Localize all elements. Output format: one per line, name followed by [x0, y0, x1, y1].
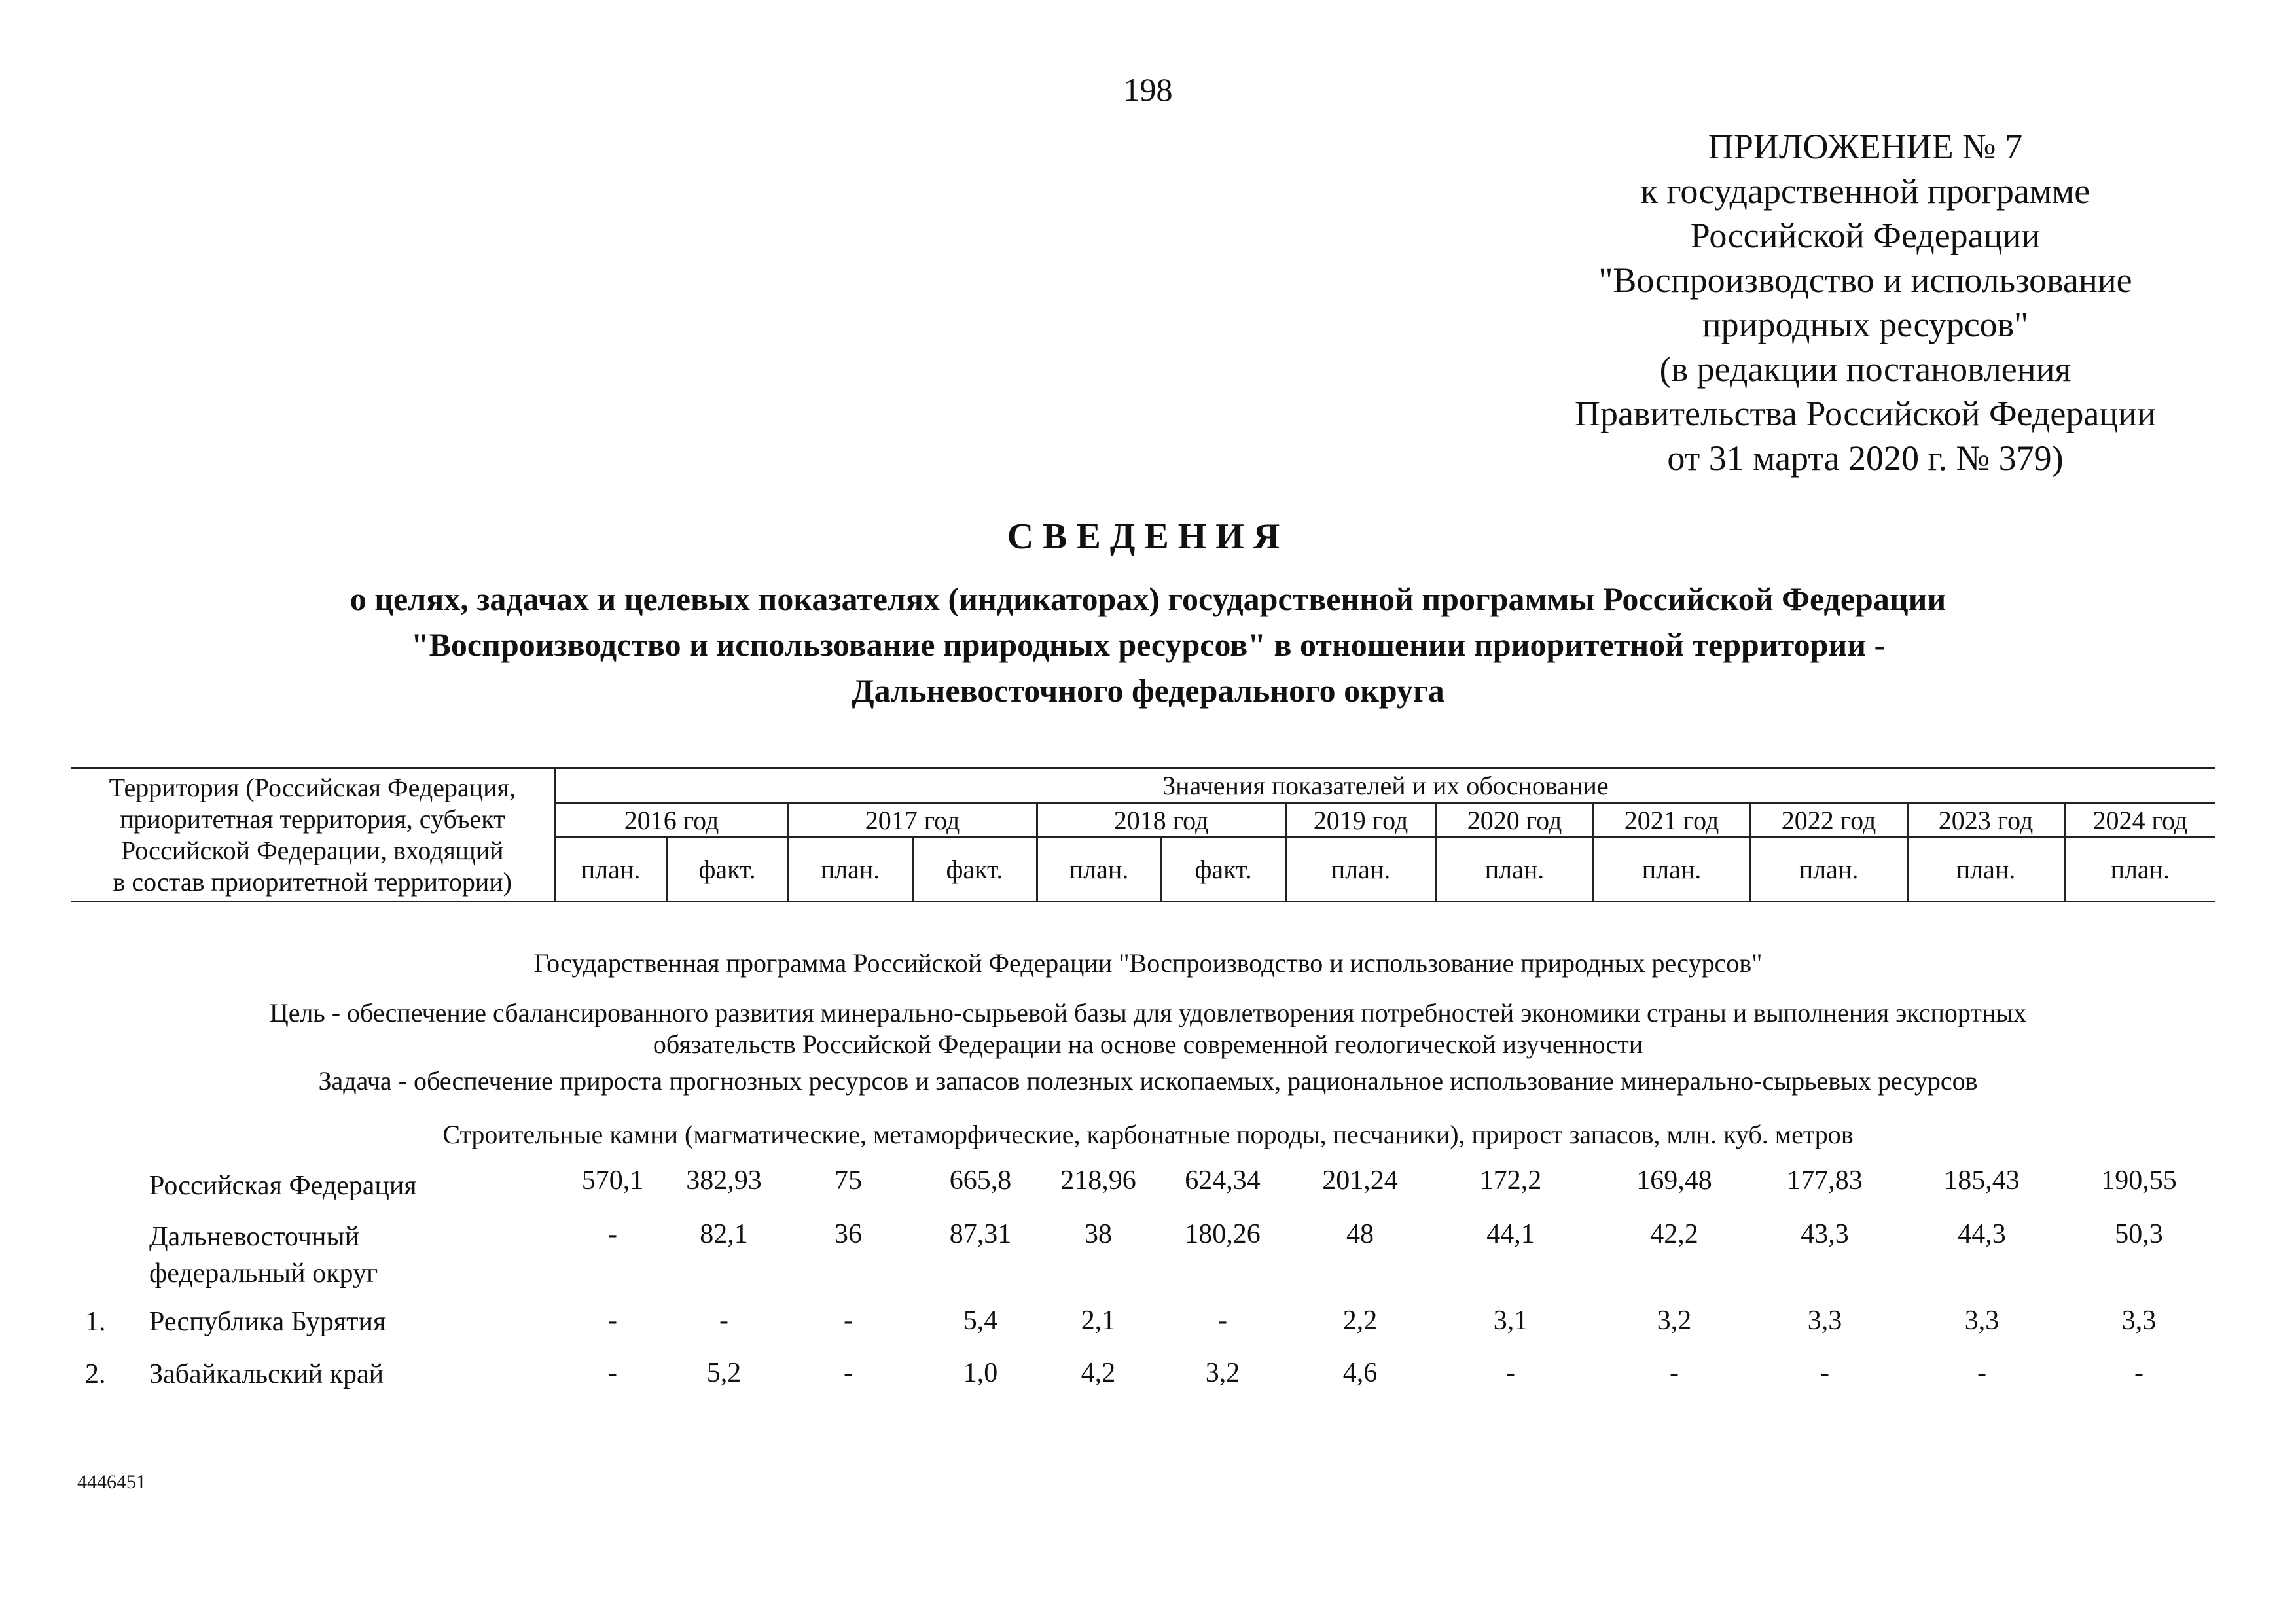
- value-cell: 36: [834, 1219, 862, 1249]
- indicator-line: Строительные камни (магматические, метаморфические, карбонатные породы, песчаники), прирост запасов, млн. куб. метров: [442, 1120, 1854, 1149]
- year-header: 2016 год: [555, 803, 788, 838]
- indicator-table-header: [71, 767, 2215, 902]
- plan-header: план.: [1285, 838, 1436, 902]
- territory-header-line: в состав приоритетной территории): [113, 866, 512, 897]
- annex-line: (в редакции постановления: [1659, 349, 2072, 389]
- value-cell: 3,3: [1964, 1306, 2000, 1336]
- value-cell: 201,24: [1322, 1166, 1398, 1196]
- value-cell: 44,1: [1486, 1219, 1535, 1249]
- goal-line: обязательств Российской Федерации на основе современной геологической изученности: [653, 1029, 1643, 1059]
- fact-header: факт.: [1161, 838, 1285, 902]
- year-header: 2020 год: [1436, 803, 1593, 838]
- value-cell: 44,3: [1958, 1219, 2006, 1249]
- value-cell: -: [608, 1306, 617, 1336]
- value-cell: -: [719, 1306, 728, 1336]
- value-cell: 172,2: [1479, 1166, 1542, 1196]
- value-cell: 3,3: [2121, 1306, 2157, 1336]
- fact-header: факт.: [666, 838, 788, 902]
- plan-header: план.: [2064, 838, 2215, 902]
- annex-line: от 31 марта 2020 г. № 379): [1667, 438, 2064, 478]
- annex-line: Правительства Российской Федерации: [1575, 394, 2156, 433]
- year-header: 2017 год: [788, 803, 1037, 838]
- territory-header-line: приоритетная территория, субъект: [119, 804, 505, 834]
- annex-block: [1479, 124, 2251, 480]
- value-cell: -: [1218, 1306, 1227, 1336]
- value-cell: -: [1820, 1358, 1829, 1388]
- value-cell: 624,34: [1185, 1166, 1261, 1196]
- value-cell: 38: [1085, 1219, 1112, 1249]
- value-cell: 5,4: [963, 1306, 998, 1336]
- document-code: 4446451: [77, 1471, 146, 1493]
- plan-header: план.: [555, 838, 666, 902]
- document-title: СВЕДЕНИЯ: [1007, 516, 1289, 557]
- value-cell: 570,1: [581, 1166, 644, 1196]
- plan-header: план.: [1907, 838, 2064, 902]
- value-cell: -: [1506, 1358, 1515, 1388]
- row-label-line: Республика Бурятия: [149, 1307, 386, 1337]
- value-cell: -: [2134, 1358, 2144, 1388]
- year-header: 2018 год: [1037, 803, 1285, 838]
- value-cell: 665,8: [949, 1166, 1012, 1196]
- value-cell: 218,96: [1060, 1166, 1136, 1196]
- value-cell: 185,43: [1944, 1166, 2020, 1196]
- row-label-line: Дальневосточный: [149, 1222, 360, 1252]
- value-cell: 3,1: [1493, 1306, 1528, 1336]
- value-cell: 48: [1346, 1219, 1374, 1249]
- value-cell: -: [844, 1306, 853, 1336]
- value-cell: 1,0: [963, 1358, 998, 1388]
- fact-header: факт.: [912, 838, 1037, 902]
- value-cell: 169,48: [1636, 1166, 1712, 1196]
- value-cell: 177,83: [1787, 1166, 1863, 1196]
- territory-header: [71, 768, 555, 902]
- row-label-line: федеральный округ: [149, 1258, 378, 1289]
- value-cell: 2,2: [1342, 1306, 1378, 1336]
- goal-block: [65, 997, 2231, 1060]
- plan-header: план.: [1037, 838, 1161, 902]
- value-cell: 3,3: [1807, 1306, 1842, 1336]
- value-cell: 190,55: [2101, 1166, 2177, 1196]
- territory-header-line: Российской Федерации, входящий: [120, 835, 504, 865]
- plan-header: план.: [1750, 838, 1907, 902]
- annex-line: "Воспроизводство и использование: [1598, 260, 2132, 300]
- value-cell: 2,1: [1081, 1306, 1116, 1336]
- row-number: 1.: [85, 1307, 106, 1337]
- subtitle-line: "Воспроизводство и использование природных ресурсов" в отношении приоритетной территории -: [410, 626, 1886, 663]
- annex-line: ПРИЛОЖЕНИЕ № 7: [1708, 127, 2023, 166]
- year-header: 2024 год: [2064, 803, 2215, 838]
- values-header: Значения показателей и их обоснование: [555, 768, 2215, 803]
- year-header: 2023 год: [1907, 803, 2064, 838]
- value-cell: 4,6: [1342, 1358, 1378, 1388]
- value-cell: 87,31: [949, 1219, 1012, 1249]
- program-line: Государственная программа Российской Федерации "Воспроизводство и использование природных ресурсов": [533, 948, 1763, 978]
- year-header: 2019 год: [1285, 803, 1436, 838]
- value-cell: 82,1: [700, 1219, 748, 1249]
- row-label: [149, 1219, 378, 1292]
- value-cell: 382,93: [686, 1166, 762, 1196]
- year-header: 2021 год: [1593, 803, 1750, 838]
- value-cell: 42,2: [1650, 1219, 1698, 1249]
- row-label: [149, 1304, 386, 1340]
- value-cell: 50,3: [2115, 1219, 2163, 1249]
- value-cell: 4,2: [1081, 1358, 1116, 1388]
- goal-line: Цель - обеспечение сбалансированного развития минерально-сырьевой базы для удовлетворения потребностей экономики страны и выполнения экспортных: [269, 998, 2027, 1027]
- value-cell: -: [608, 1219, 617, 1249]
- document-subtitle: [65, 576, 2231, 713]
- plan-header: план.: [1436, 838, 1593, 902]
- value-cell: -: [1670, 1358, 1679, 1388]
- value-cell: 43,3: [1801, 1219, 1849, 1249]
- value-cell: 3,2: [1657, 1306, 1692, 1336]
- row-label-line: Забайкальский край: [149, 1359, 384, 1389]
- page-number: 198: [1123, 71, 1173, 108]
- value-cell: 3,2: [1205, 1358, 1240, 1388]
- plan-header: план.: [1593, 838, 1750, 902]
- row-number: 2.: [85, 1359, 106, 1389]
- annex-line: к государственной программе: [1640, 171, 2090, 211]
- year-header: 2022 год: [1750, 803, 1907, 838]
- row-label: [149, 1168, 417, 1204]
- annex-line: природных ресурсов": [1702, 305, 2029, 344]
- territory-header-line: Территория (Российская Федерация,: [109, 772, 516, 802]
- row-label: [149, 1356, 384, 1393]
- value-cell: 5,2: [706, 1358, 742, 1388]
- task-line: Задача - обеспечение прироста прогнозных ресурсов и запасов полезных ископаемых, рациональное использование минерально-сырьевых ресурсов: [318, 1066, 1978, 1096]
- subtitle-line: о целях, задачах и целевых показателях (индикаторах) государственной программы Российской Федерации: [350, 580, 1946, 617]
- row-label-line: Российская Федерация: [149, 1171, 417, 1201]
- value-cell: 75: [834, 1166, 862, 1196]
- value-cell: -: [1977, 1358, 1986, 1388]
- value-cell: 180,26: [1185, 1219, 1261, 1249]
- annex-line: Российской Федерации: [1690, 216, 2041, 255]
- subtitle-line: Дальневосточного федерального округа: [852, 672, 1444, 709]
- plan-header: план.: [788, 838, 912, 902]
- value-cell: -: [608, 1358, 617, 1388]
- value-cell: -: [844, 1358, 853, 1388]
